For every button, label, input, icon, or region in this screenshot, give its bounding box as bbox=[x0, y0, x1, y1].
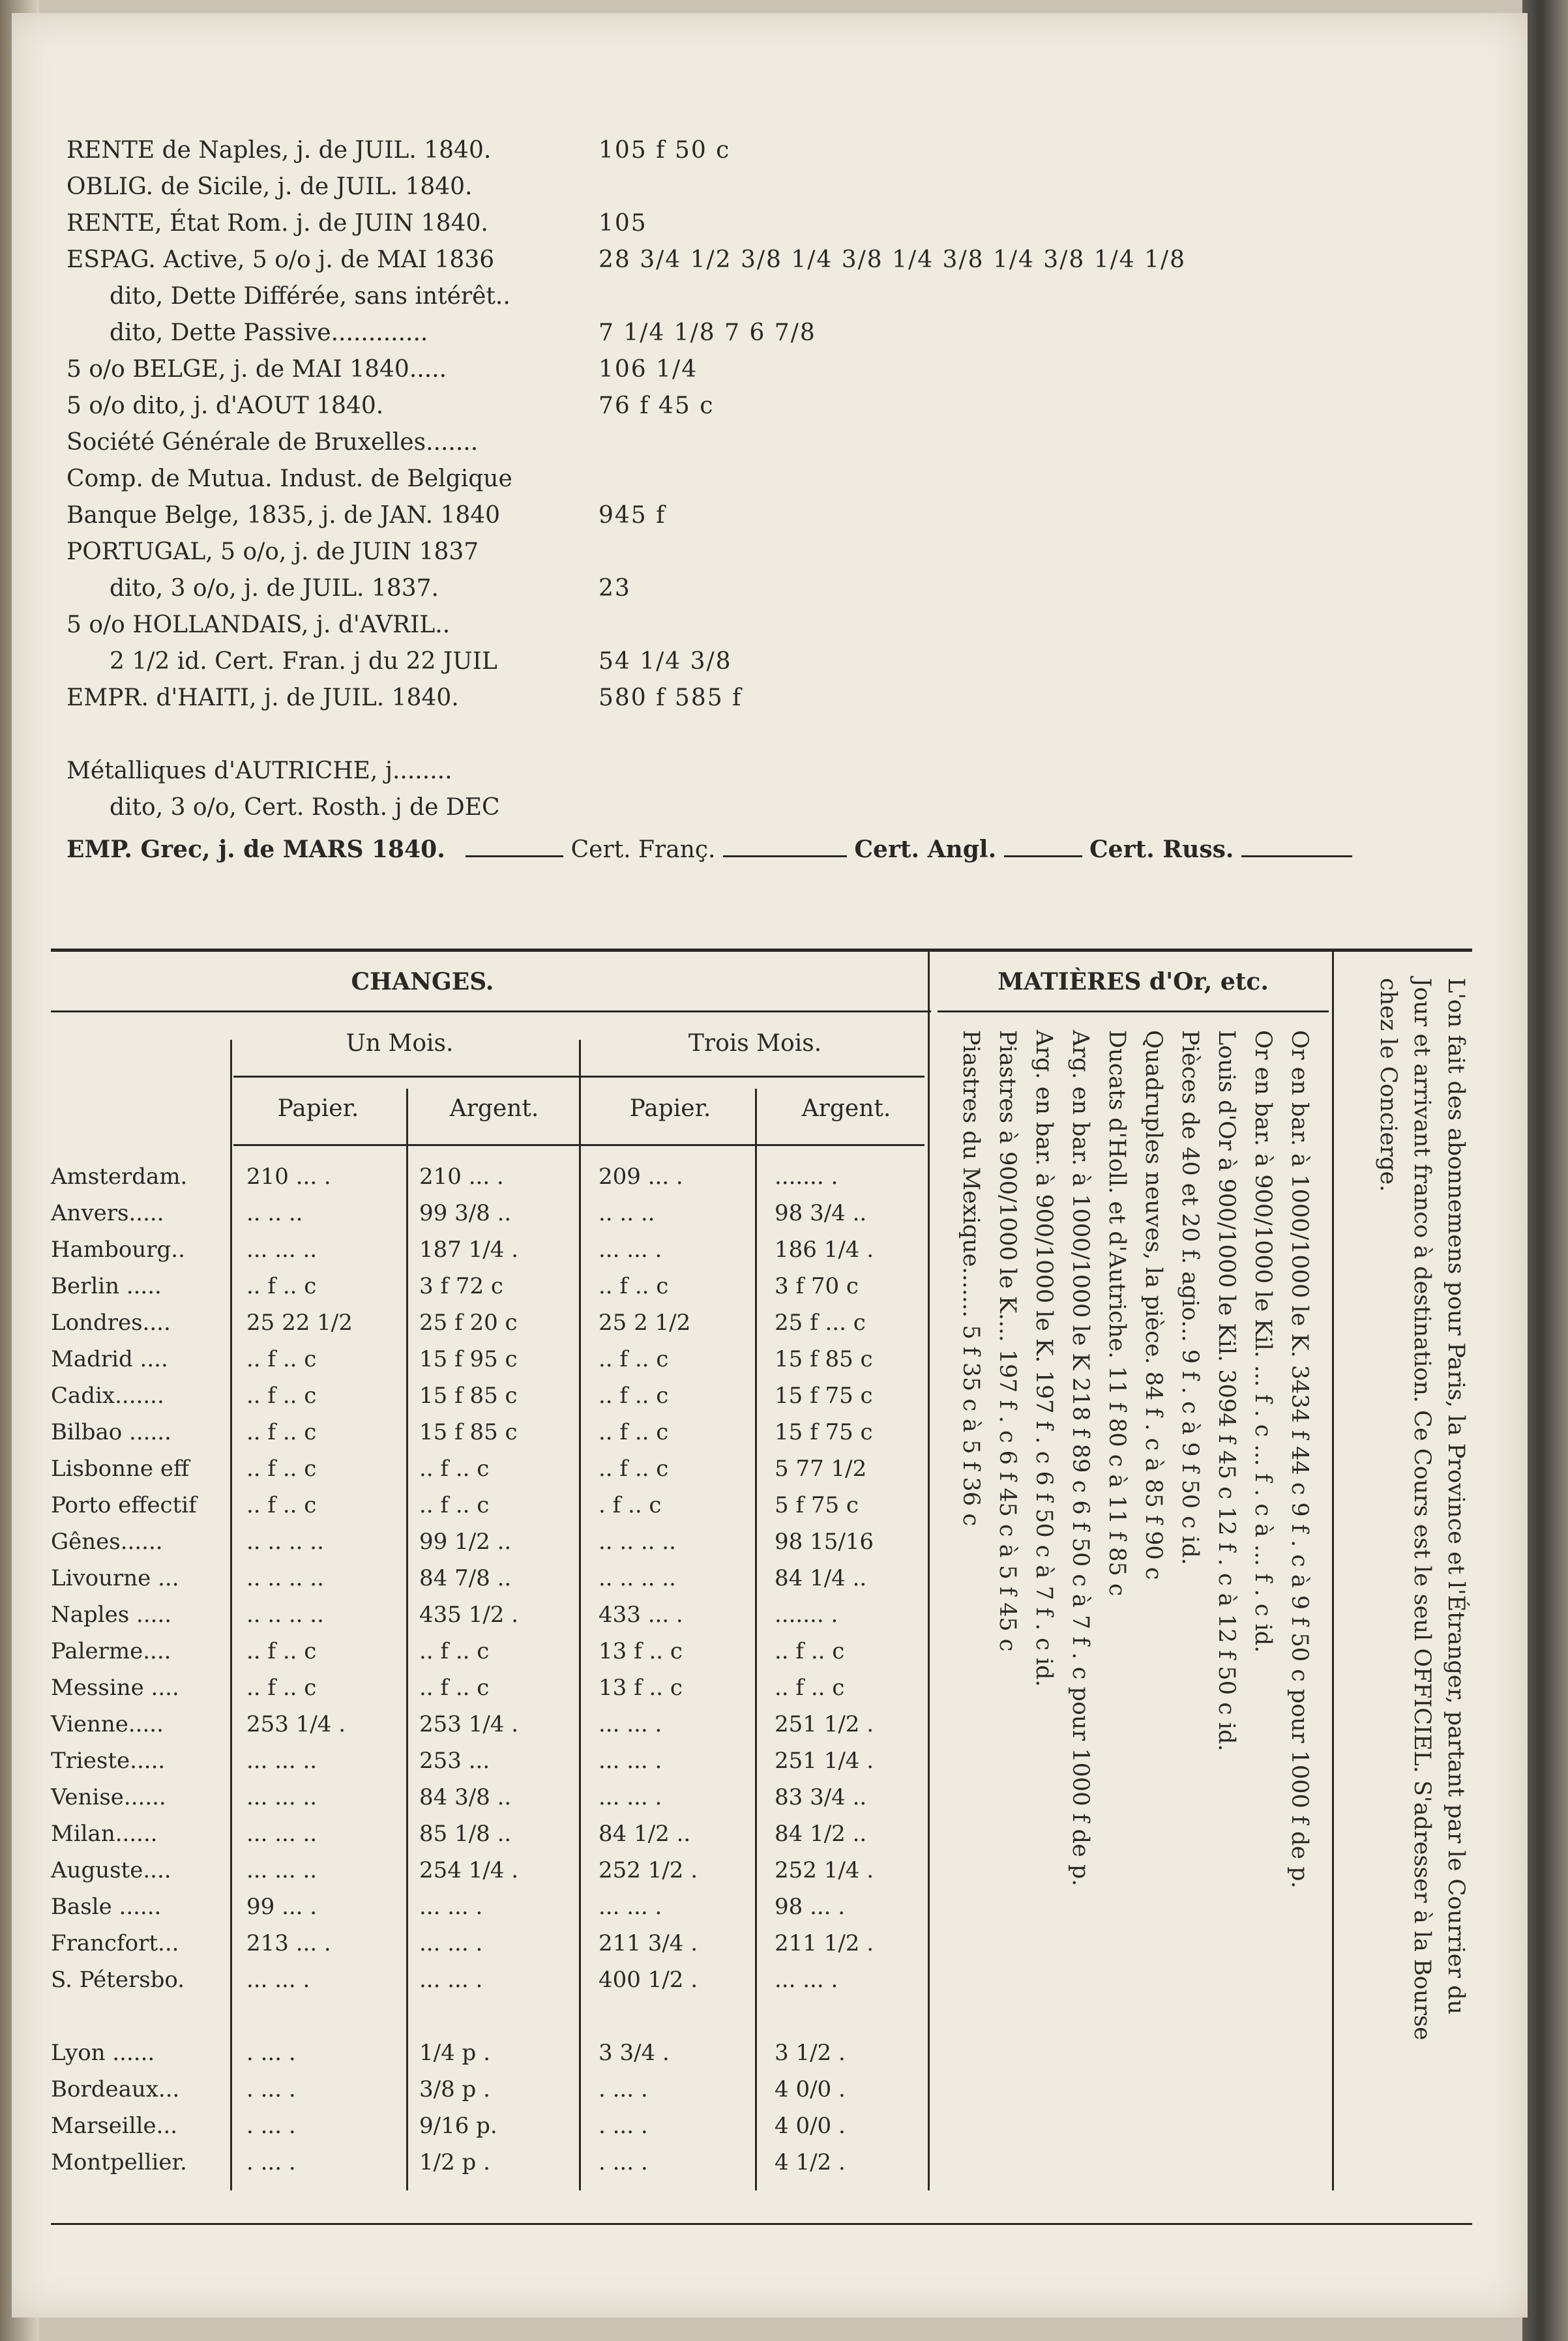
papier-header-1: Papier. bbox=[277, 1095, 359, 1122]
trois-mois-papier: 211 3/4 . bbox=[599, 1930, 698, 1956]
un-mois-papier: .. f .. c bbox=[246, 1419, 317, 1445]
un-mois-papier: 99 ... . bbox=[246, 1894, 318, 1920]
rente-label: dito, 3 o/o, j. de JUIL. 1837. bbox=[110, 575, 439, 602]
un-mois-papier: .. f .. c bbox=[246, 1638, 317, 1664]
rente-value: 105 bbox=[599, 210, 647, 237]
notice-line: Jour et arrivant franco à destination. Ce Cours est le seul OFFICIEL. S'adresser à la Bourse bbox=[1409, 978, 1435, 2040]
un-mois-argent: 99 3/8 .. bbox=[419, 1200, 512, 1226]
un-mois-papier: .. f .. c bbox=[246, 1675, 317, 1701]
place-name: Londres.... bbox=[51, 1310, 171, 1336]
un-mois-papier: .. f .. c bbox=[246, 1456, 317, 1482]
place-name: Marseille... bbox=[51, 2113, 178, 2139]
un-mois-argent: 25 f 20 c bbox=[419, 1310, 518, 1336]
adjacent-page-edge bbox=[1522, 0, 1568, 2341]
rente-label: Banque Belge, 1835, j. de JAN. 1840 bbox=[67, 502, 501, 529]
trois-mois-header: Trois Mois. bbox=[688, 1030, 822, 1057]
trois-mois-argent: 251 1/2 . bbox=[775, 1711, 874, 1737]
trois-mois-argent: ....... . bbox=[775, 1164, 838, 1190]
matiere-line: Louis d'Or à 900/1000 le Kil. 3094 f 45 c 12 f . c à 12 f 50 c id. bbox=[1213, 1030, 1239, 1752]
un-mois-papier: .. .. .. .. bbox=[246, 1529, 324, 1555]
trois-mois-argent: 186 1/4 . bbox=[775, 1237, 874, 1263]
rente-label: Métalliques d'AUTRICHE, j........ bbox=[67, 758, 452, 784]
rente-label: ESPAG. Active, 5 o/o j. de MAI 1836 bbox=[67, 246, 495, 273]
matieres-title bbox=[938, 968, 1329, 995]
place-name: Cadix....... bbox=[51, 1383, 164, 1409]
rente-label: dito, Dette Passive............. bbox=[110, 319, 428, 346]
un-mois-papier: .. .. .. .. bbox=[246, 1565, 324, 1591]
place-name: Vienne..... bbox=[51, 1711, 164, 1737]
trois-mois-argent: 15 f 75 c bbox=[775, 1383, 873, 1409]
rente-row bbox=[12, 794, 1316, 831]
column-rule bbox=[230, 1040, 232, 2190]
trois-mois-papier: ... ... . bbox=[599, 1237, 662, 1263]
un-mois-papier: ... ... .. bbox=[246, 1784, 318, 1810]
rente-value: 945 f bbox=[599, 502, 666, 529]
trois-mois-argent: .. f .. c bbox=[775, 1638, 845, 1664]
un-mois-argent: 187 1/4 . bbox=[419, 1237, 519, 1263]
column-rule bbox=[928, 952, 930, 2190]
place-name: Montpellier. bbox=[51, 2149, 187, 2175]
rente-row bbox=[12, 611, 1316, 648]
un-mois-papier: .. .. .. bbox=[246, 1200, 303, 1226]
column-rule bbox=[579, 1040, 581, 2190]
trois-mois-argent: 3 1/2 . bbox=[775, 2040, 846, 2066]
bottom-rule bbox=[51, 2223, 1472, 2225]
matiere-line: Quadruples neuves, la pièce. 84 f . c à 85 f 90 c bbox=[1140, 1030, 1166, 1580]
trois-mois-argent: ... ... . bbox=[775, 1967, 838, 1993]
rente-label: Comp. de Mutua. Indust. de Belgique bbox=[67, 465, 512, 492]
rente-label: Société Générale de Bruxelles....... bbox=[67, 429, 479, 456]
rente-value: 106 1/4 bbox=[599, 356, 698, 383]
place-name: Gênes...... bbox=[51, 1529, 163, 1555]
papier-header-2: Papier. bbox=[629, 1095, 711, 1122]
trois-mois-papier: 25 2 1/2 bbox=[599, 1310, 691, 1336]
rente-row bbox=[12, 721, 1316, 758]
column-rule bbox=[406, 1089, 408, 2190]
place-name: Milan...... bbox=[51, 1821, 158, 1847]
trois-mois-papier: . ... . bbox=[599, 2113, 648, 2139]
matiere-line: Ducats d'Holl. et d'Autriche. 11 f 80 c à 11 f 85 c bbox=[1104, 1030, 1130, 1597]
cert-russ-label: Cert. Russ. bbox=[1089, 836, 1234, 863]
trois-mois-argent: 4 1/2 . bbox=[775, 2149, 846, 2175]
un-mois-argent: ... ... . bbox=[419, 1894, 483, 1920]
place-name: Bilbao ...... bbox=[51, 1419, 171, 1445]
un-mois-argent: 253 ... bbox=[419, 1748, 490, 1774]
trois-mois-argent: 98 3/4 .. bbox=[775, 1200, 867, 1226]
trois-mois-argent: 251 1/4 . bbox=[775, 1748, 874, 1774]
un-mois-papier: ... ... .. bbox=[246, 1748, 318, 1774]
rente-row bbox=[12, 758, 1316, 794]
trois-mois-papier: 400 1/2 . bbox=[599, 1967, 698, 1993]
trois-mois-argent: 83 3/4 .. bbox=[775, 1784, 867, 1810]
un-mois-argent: ... ... . bbox=[419, 1967, 483, 1993]
place-name: Francfort... bbox=[51, 1930, 179, 1956]
blank-line bbox=[1004, 851, 1082, 857]
place-name: Palerme.... bbox=[51, 1638, 171, 1664]
un-mois-papier: .. f .. c bbox=[246, 1346, 317, 1372]
notice-line: L'on fait des abonnemens pour Paris, la Province et l'Étranger, partant par le Courrier du bbox=[1443, 978, 1469, 2015]
un-mois-papier: ... ... .. bbox=[246, 1857, 318, 1883]
rente-value: 7 1/4 1/8 7 6 7/8 bbox=[599, 319, 816, 346]
trois-mois-argent: 98 ... . bbox=[775, 1894, 846, 1920]
trois-mois-papier: 84 1/2 .. bbox=[599, 1821, 691, 1847]
trois-mois-papier: ... ... . bbox=[599, 1711, 662, 1737]
trois-mois-papier: 13 f .. c bbox=[599, 1675, 683, 1701]
un-mois-papier: .. f .. c bbox=[246, 1383, 317, 1409]
rente-row bbox=[12, 575, 1316, 611]
place-name: Bordeaux... bbox=[51, 2076, 180, 2102]
trois-mois-papier: 252 1/2 . bbox=[599, 1857, 698, 1883]
trois-mois-argent: 4 0/0 . bbox=[775, 2113, 846, 2139]
un-mois-papier: 213 ... . bbox=[246, 1930, 331, 1956]
trois-mois-argent: 84 1/2 .. bbox=[775, 1821, 867, 1847]
matiere-line: Or en bar. à 1000/1000 le K. 3434 f 44 c 9 f . c à 9 f 50 c pour 1000 f de p. bbox=[1286, 1030, 1312, 1889]
rente-value: 105 f 50 c bbox=[599, 137, 731, 164]
un-mois-argent: ... ... . bbox=[419, 1930, 483, 1956]
place-name: Anvers..... bbox=[51, 1200, 164, 1226]
trois-mois-argent: 84 1/4 .. bbox=[775, 1565, 867, 1591]
trois-mois-argent: 4 0/0 . bbox=[775, 2076, 846, 2102]
trois-mois-papier: .. f .. c bbox=[599, 1419, 669, 1445]
trois-mois-argent: 15 f 75 c bbox=[775, 1419, 873, 1445]
rente-row bbox=[12, 685, 1316, 721]
place-name: Messine .... bbox=[51, 1675, 179, 1701]
un-mois-papier: . ... . bbox=[246, 2040, 296, 2066]
emprunt-label: EMP. Grec, j. de MARS 1840. bbox=[67, 836, 445, 863]
trois-mois-papier: 3 3/4 . bbox=[599, 2040, 670, 2066]
un-mois-argent: 15 f 85 c bbox=[419, 1419, 518, 1445]
rente-label: OBLIG. de Sicile, j. de JUIL. 1840. bbox=[67, 173, 473, 200]
un-mois-argent: 1/2 p . bbox=[419, 2149, 490, 2175]
trois-mois-papier: .. f .. c bbox=[599, 1346, 669, 1372]
matiere-line: Pièces de 40 et 20 f. agio... 9 f . c à 9 f 50 c id. bbox=[1177, 1030, 1203, 1565]
place-name: Naples ..... bbox=[51, 1602, 172, 1628]
trois-mois-papier: .. f .. c bbox=[599, 1456, 669, 1482]
argent-header-1: Argent. bbox=[449, 1095, 539, 1122]
rente-row bbox=[12, 173, 1316, 210]
un-mois-papier: . ... . bbox=[246, 2113, 296, 2139]
trois-mois-papier: ... ... . bbox=[599, 1748, 662, 1774]
place-name: Trieste..... bbox=[51, 1748, 166, 1774]
trois-mois-argent: .. f .. c bbox=[775, 1675, 845, 1701]
un-mois-papier: 25 22 1/2 bbox=[246, 1310, 353, 1336]
un-mois-argent: .. f .. c bbox=[419, 1638, 490, 1664]
rente-label: EMPR. d'HAITI, j. de JUIL. 1840. bbox=[67, 685, 459, 711]
place-name: Lisbonne eff bbox=[51, 1456, 190, 1482]
trois-mois-papier: .. f .. c bbox=[599, 1273, 669, 1299]
un-mois-papier: 210 ... . bbox=[246, 1164, 331, 1190]
rente-row bbox=[12, 210, 1316, 246]
place-name: Basle ...... bbox=[51, 1894, 162, 1920]
place-name: Madrid .... bbox=[51, 1346, 168, 1372]
un-mois-papier: ... ... .. bbox=[246, 1821, 318, 1847]
rente-label: dito, Dette Différée, sans intérêt.. bbox=[110, 283, 510, 310]
rente-row bbox=[12, 319, 1316, 356]
trois-mois-papier: ... ... . bbox=[599, 1784, 662, 1810]
rente-label: 2 1/2 id. Cert. Fran. j du 22 JUIL bbox=[110, 648, 497, 675]
rule bbox=[938, 1010, 1329, 1012]
trois-mois-argent: ....... . bbox=[775, 1602, 838, 1628]
un-mois-argent: 9/16 p. bbox=[419, 2113, 497, 2139]
un-mois-argent: 210 ... . bbox=[419, 1164, 504, 1190]
matiere-line: Piastres du Mexique....... 5 f 35 c à 5 f 36 c bbox=[958, 1030, 984, 1526]
trois-mois-papier: .. .. .. .. bbox=[599, 1565, 676, 1591]
matiere-line: Arg. en bar. à 1000/1000 le K 218 f 89 c 6 f 50 c à 7 f . c pour 1000 f de p. bbox=[1067, 1030, 1093, 1887]
trois-mois-papier: .. .. .. .. bbox=[599, 1529, 676, 1555]
trois-mois-argent: 25 f ... c bbox=[775, 1310, 866, 1336]
rente-label: 5 o/o HOLLANDAIS, j. d'AVRIL.. bbox=[67, 611, 451, 638]
place-name: Berlin ..... bbox=[51, 1273, 162, 1299]
rente-row bbox=[12, 283, 1316, 319]
place-name: Lyon ...... bbox=[51, 2040, 155, 2066]
matiere-line: Piastres à 900/1000 le K.... 197 f . c 6 f 45 c à 5 f 45 c bbox=[994, 1030, 1020, 1652]
trois-mois-papier: 433 ... . bbox=[599, 1602, 683, 1628]
un-mois-argent: 15 f 95 c bbox=[419, 1346, 518, 1372]
un-mois-papier: ... ... .. bbox=[246, 1237, 318, 1263]
rente-row bbox=[12, 465, 1316, 502]
matieres-title-text: MATIÈRES d'Or, etc. bbox=[998, 968, 1269, 995]
un-mois-argent: .. f .. c bbox=[419, 1456, 490, 1482]
cert-angl-label: Cert. Angl. bbox=[854, 836, 997, 863]
un-mois-argent: .. f .. c bbox=[419, 1675, 490, 1701]
un-mois-argent: .. f .. c bbox=[419, 1492, 490, 1518]
un-mois-argent: 3/8 p . bbox=[419, 2076, 490, 2102]
rente-value: 54 1/4 3/8 bbox=[599, 648, 732, 675]
rente-label: 5 o/o BELGE, j. de MAI 1840..... bbox=[67, 356, 447, 383]
rente-label: RENTE de Naples, j. de JUIL. 1840. bbox=[67, 137, 492, 164]
place-name: Amsterdam. bbox=[51, 1164, 188, 1190]
rente-row bbox=[12, 356, 1316, 392]
trois-mois-argent: 98 15/16 bbox=[775, 1529, 874, 1555]
un-mois-papier: .. f .. c bbox=[246, 1273, 317, 1299]
un-mois-papier: . ... . bbox=[246, 2149, 296, 2175]
un-mois-argent: 15 f 85 c bbox=[419, 1383, 518, 1409]
un-mois-papier: .. .. .. .. bbox=[246, 1602, 324, 1628]
un-mois-argent: 85 1/8 .. bbox=[419, 1821, 512, 1847]
trois-mois-papier: 209 ... . bbox=[599, 1164, 683, 1190]
notice-line: chez le Concierge. bbox=[1375, 978, 1401, 1192]
trois-mois-argent: 5 f 75 c bbox=[775, 1492, 859, 1518]
trois-mois-papier: .. .. .. bbox=[599, 1200, 655, 1226]
un-mois-argent: 254 1/4 . bbox=[419, 1857, 519, 1883]
trois-mois-papier: . f .. c bbox=[599, 1492, 662, 1518]
un-mois-argent: 84 7/8 .. bbox=[419, 1565, 512, 1591]
rente-row bbox=[12, 538, 1316, 575]
trois-mois-argent: 15 f 85 c bbox=[775, 1346, 873, 1372]
rente-row bbox=[12, 137, 1316, 173]
place-name: Venise...... bbox=[51, 1784, 166, 1810]
un-mois-argent: 84 3/8 .. bbox=[419, 1784, 512, 1810]
rente-value: 28 3/4 1/2 3/8 1/4 3/8 1/4 3/8 1/4 3/8 1/4 1/8 bbox=[599, 246, 1186, 273]
rente-row bbox=[12, 429, 1316, 465]
rente-row bbox=[12, 392, 1316, 429]
trois-mois-argent: 211 1/2 . bbox=[775, 1930, 874, 1956]
rente-row bbox=[12, 246, 1316, 283]
un-mois-header: Un Mois. bbox=[346, 1030, 454, 1057]
trois-mois-papier: . ... . bbox=[599, 2076, 648, 2102]
emprunt-grec-line bbox=[67, 836, 1352, 863]
un-mois-papier: . ... . bbox=[246, 2076, 296, 2102]
trois-mois-papier: . ... . bbox=[599, 2149, 648, 2175]
section-divider bbox=[51, 949, 1472, 952]
rente-row bbox=[12, 502, 1316, 538]
blank-line bbox=[723, 851, 847, 857]
column-rule bbox=[1332, 952, 1334, 2190]
column-rule bbox=[755, 1089, 757, 2190]
trois-mois-papier: .. f .. c bbox=[599, 1383, 669, 1409]
place-name: S. Pétersbo. bbox=[51, 1967, 185, 1993]
trois-mois-papier: 13 f .. c bbox=[599, 1638, 683, 1664]
place-name: Porto effectif bbox=[51, 1492, 197, 1518]
place-name: Livourne ... bbox=[51, 1565, 179, 1591]
trois-mois-argent: 5 77 1/2 bbox=[775, 1456, 867, 1482]
bourse-page bbox=[12, 13, 1528, 2318]
cert-franc-label: Cert. Franç. bbox=[570, 836, 716, 863]
un-mois-papier: 253 1/4 . bbox=[246, 1711, 346, 1737]
trois-mois-papier: ... ... . bbox=[599, 1894, 662, 1920]
trois-mois-argent: 3 f 70 c bbox=[775, 1273, 859, 1299]
rente-label: PORTUGAL, 5 o/o, j. de JUIN 1837 bbox=[67, 538, 479, 565]
un-mois-papier: .. f .. c bbox=[246, 1492, 317, 1518]
rente-value: 76 f 45 c bbox=[599, 392, 715, 419]
blank-line bbox=[1241, 851, 1352, 857]
rente-value: 23 bbox=[599, 575, 631, 602]
place-name: Hambourg.. bbox=[51, 1237, 185, 1263]
changes-title: CHANGES. bbox=[351, 968, 494, 995]
rente-row bbox=[12, 648, 1316, 685]
place-name: Auguste.... bbox=[51, 1857, 171, 1883]
matiere-line: Or en bar. à 900/1000 le Kil. ... f . c ... f . c à ... f . c id. bbox=[1250, 1030, 1276, 1653]
trois-mois-argent: 252 1/4 . bbox=[775, 1857, 874, 1883]
un-mois-argent: 253 1/4 . bbox=[419, 1711, 519, 1737]
matiere-line: Arg. en bar. à 900/1000 le K. 197 f . c 6 f 50 c à 7 f . c id. bbox=[1031, 1030, 1057, 1687]
un-mois-argent: 3 f 72 c bbox=[419, 1273, 503, 1299]
argent-header-2: Argent. bbox=[801, 1095, 891, 1122]
rente-value: 580 f 585 f bbox=[599, 685, 743, 711]
rule bbox=[51, 1010, 931, 1012]
rente-label: RENTE, État Rom. j. de JUIN 1840. bbox=[67, 210, 488, 237]
un-mois-argent: 99 1/2 .. bbox=[419, 1529, 512, 1555]
rente-label: dito, 3 o/o, Cert. Rosth. j de DEC bbox=[110, 794, 500, 821]
un-mois-papier: ... ... . bbox=[246, 1967, 310, 1993]
un-mois-argent: 435 1/2 . bbox=[419, 1602, 519, 1628]
rente-label: 5 o/o dito, j. d'AOUT 1840. bbox=[67, 392, 384, 419]
un-mois-argent: 1/4 p . bbox=[419, 2040, 490, 2066]
blank-line bbox=[466, 851, 563, 857]
